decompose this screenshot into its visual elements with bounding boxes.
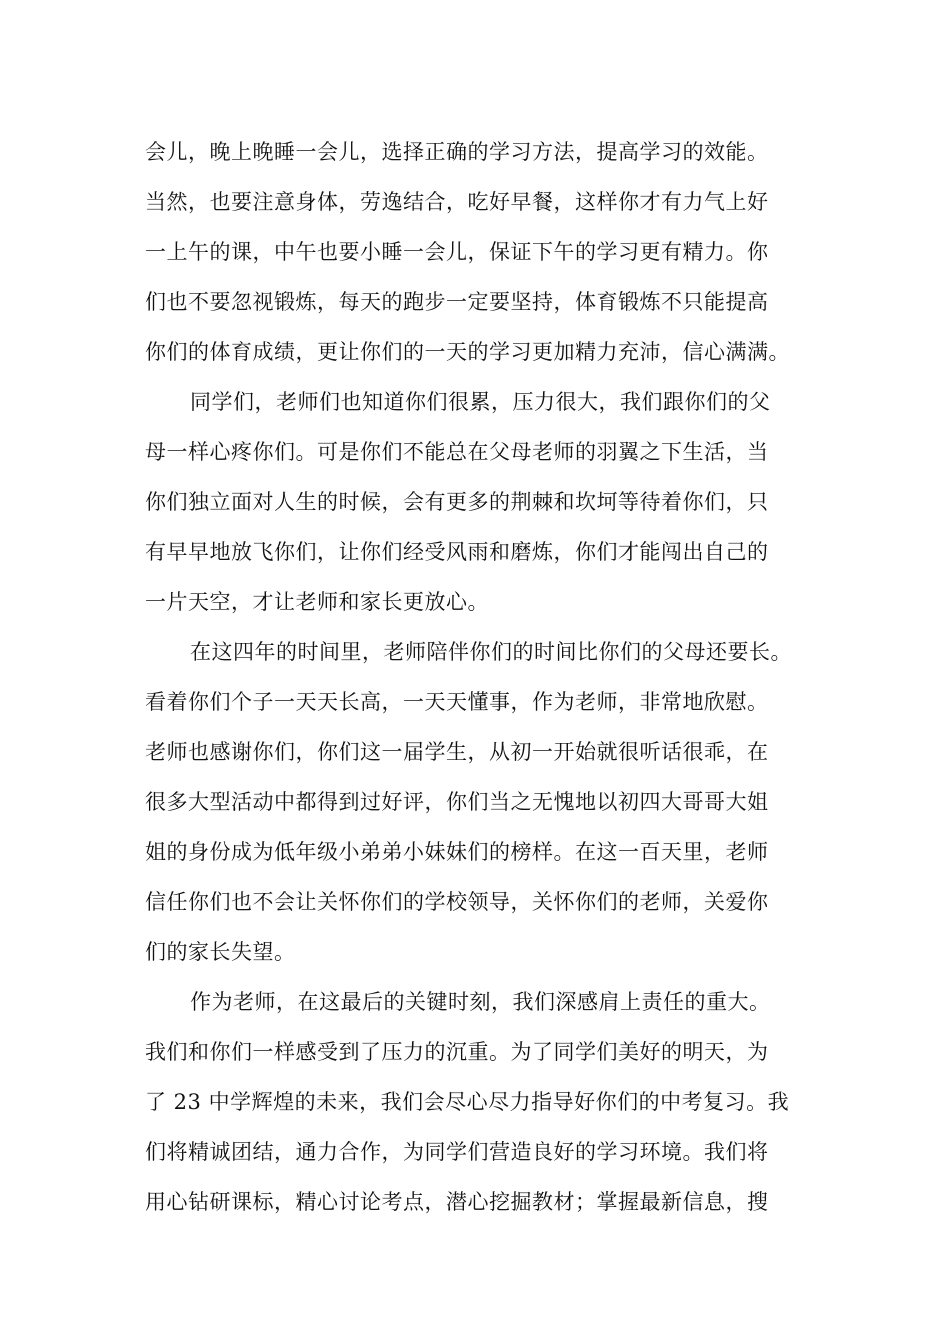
text-line: 用心钻研课标，精心讨论考点，潜心挖掘教材；掌握最新信息，搜 <box>145 1190 769 1214</box>
text-line: 会儿，晚上晚睡一会儿，选择正确的学习方法，提高学习的效能。 <box>145 140 769 164</box>
text-line: 一片天空，才让老师和家长更放心。 <box>145 590 489 614</box>
text-line: 们也不要忽视锻炼，每天的跑步一定要坚持，体育锻炼不只能提高 <box>145 290 769 314</box>
text-line: 你们的体育成绩，更让你们的一天的学习更加精力充沛，信心满满。 <box>145 340 790 364</box>
text-line: 有早早地放飞你们，让你们经受风雨和磨炼，你们才能闯出自己的 <box>145 540 769 564</box>
paragraph-start-line: 在这四年的时间里，老师陪伴你们的时间比你们的父母还要长。 <box>190 640 792 664</box>
paragraph-start-line: 作为老师，在这最后的关键时刻，我们深感肩上责任的重大。 <box>190 990 771 1014</box>
text-line: 很多大型活动中都得到过好评，你们当之无愧地以初四大哥哥大姐 <box>145 790 769 814</box>
paragraph-start-line: 同学们，老师们也知道你们很累，压力很大，我们跟你们的父 <box>190 390 771 414</box>
text-line: 我们和你们一样感受到了压力的沉重。为了同学们美好的明天，为 <box>145 1040 769 1064</box>
text-line: 了 23 中学辉煌的未来，我们会尽心尽力指导好你们的中考复习。我 <box>145 1090 790 1114</box>
text-line: 一上午的课，中午也要小睡一会儿，保证下午的学习更有精力。你 <box>145 240 769 264</box>
text-line: 当然，也要注意身体，劳逸结合，吃好早餐，这样你才有力气上好 <box>145 190 769 214</box>
text-line: 们的家长失望。 <box>145 940 296 964</box>
body-text <box>145 127 825 1227</box>
text-line: 你们独立面对人生的时候，会有更多的荆棘和坎坷等待着你们，只 <box>145 490 769 514</box>
text-line: 们将精诚团结，通力合作，为同学们营造良好的学习环境。我们将 <box>145 1140 769 1164</box>
text-line: 看着你们个子一天天长高，一天天懂事，作为老师，非常地欣慰。 <box>145 690 769 714</box>
text-line: 姐的身份成为低年级小弟弟小妹妹们的榜样。在这一百天里，老师 <box>145 840 769 864</box>
text-line: 老师也感谢你们，你们这一届学生，从初一开始就很听话很乖，在 <box>145 740 769 764</box>
text-line: 信任你们也不会让关怀你们的学校领导，关怀你们的老师，关爱你 <box>145 890 769 914</box>
text-line: 母一样心疼你们。可是你们不能总在父母老师的羽翼之下生活，当 <box>145 440 769 464</box>
